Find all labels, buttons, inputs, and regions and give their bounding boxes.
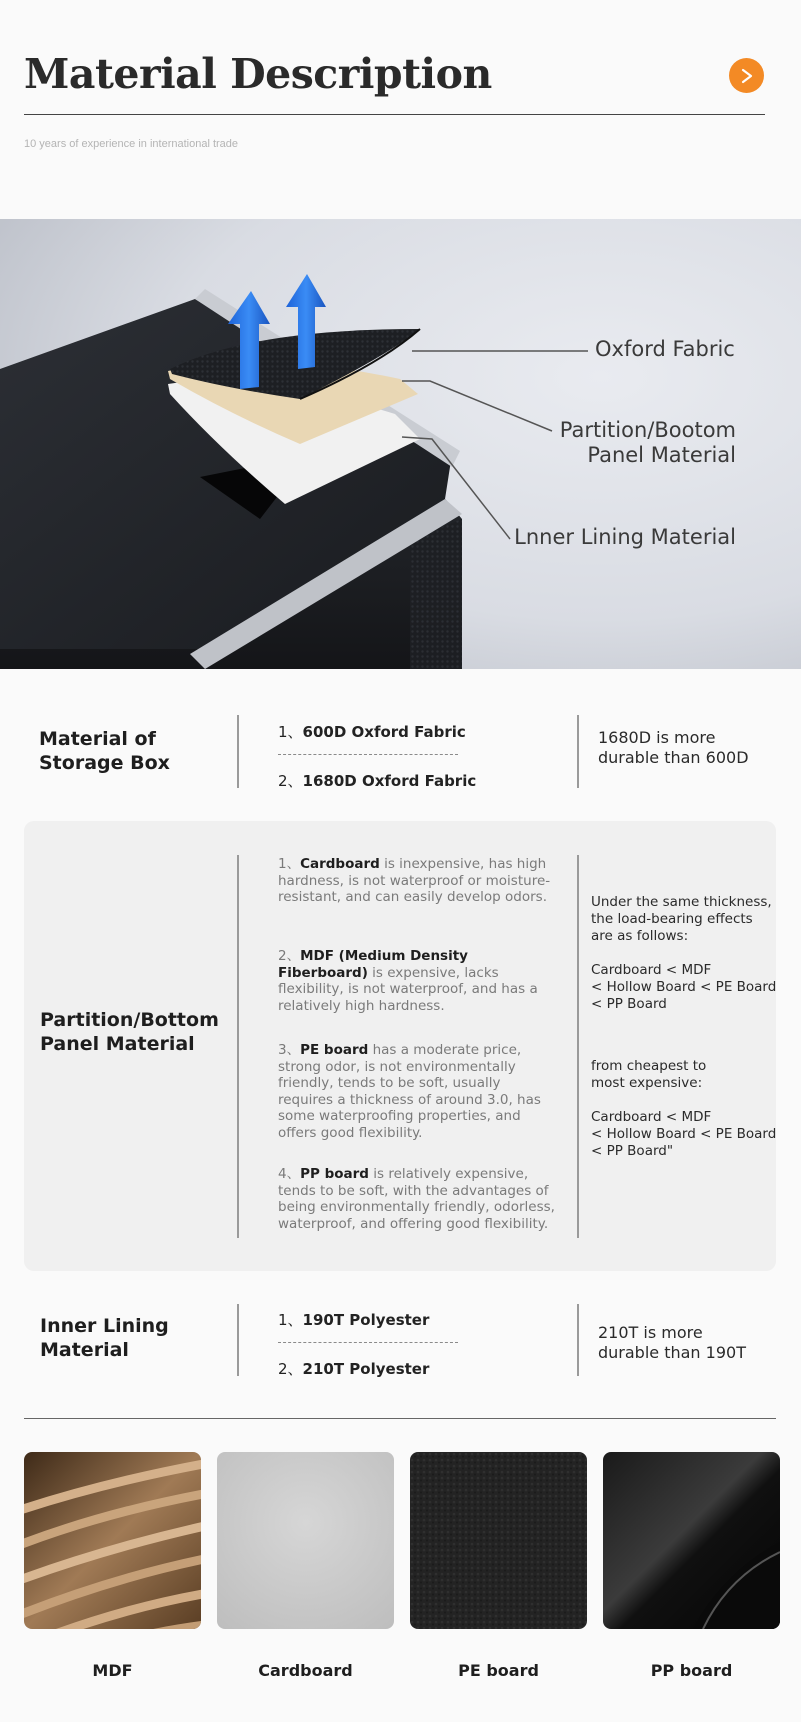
price-order: Cardboard < MDF < Hollow Board < PE Board < PP Board" <box>591 1109 777 1159</box>
dashed-separator <box>278 754 458 755</box>
partition-item-pp-board: 4、PP board is relatively expensive, tends to be soft, with the advantages of being environmentally friendly, odorless, waterproof, and offering good flexibility. <box>278 1166 555 1232</box>
load-bearing-order: Cardboard < MDF < Hollow Board < PE Board < PP Board <box>591 962 777 1012</box>
inner-lining-note-line2: durable than 190T <box>598 1343 746 1362</box>
mdf-texture <box>24 1452 201 1629</box>
storage-box-note-line2: durable than 600D <box>598 748 749 767</box>
pe-board-texture <box>410 1452 587 1629</box>
swatch-label-pe-board: PE board <box>458 1661 539 1680</box>
partition-label-line1: Partition/Bottom <box>40 1009 219 1031</box>
mdf-swatch <box>24 1452 201 1629</box>
inner-lining-option-1: 1、190T Polyester <box>278 1311 430 1329</box>
swatch-label-mdf: MDF <box>92 1661 133 1680</box>
page-subtitle: 10 years of experience in international trade <box>24 138 239 150</box>
page-title: Material Description <box>24 50 492 98</box>
partition-label-line2: Panel Material <box>40 1033 195 1055</box>
cardboard-swatch <box>217 1452 394 1629</box>
section-divider <box>24 1418 776 1419</box>
load-bearing-intro: Under the same thickness, the load-bearing effects are as follows: <box>591 894 772 944</box>
swatch-label-cardboard: Cardboard <box>258 1661 353 1680</box>
cardboard-texture <box>217 1452 394 1629</box>
callout-inner-lining: Lnner Lining Material <box>514 525 736 549</box>
material-layers-illustration <box>0 219 801 669</box>
callout-oxford-fabric: Oxford Fabric <box>595 337 735 361</box>
storage-box-option-1: 1、600D Oxford Fabric <box>278 723 466 741</box>
callout-partition-line2: Panel Material <box>587 443 736 467</box>
inner-lining-label-line2: Material <box>40 1339 129 1361</box>
column-divider <box>237 715 239 788</box>
callout-partition-line1: Partition/Bootom <box>559 418 736 442</box>
price-intro: from cheapest to most expensive: <box>591 1058 707 1091</box>
storage-box-note-line1: 1680D is more <box>598 728 716 747</box>
column-divider <box>237 1304 239 1376</box>
header-divider <box>24 114 765 115</box>
storage-box-label-line2: Storage Box <box>39 752 170 774</box>
column-divider <box>577 855 579 1238</box>
pp-board-texture <box>603 1452 780 1629</box>
inner-lining-label-line1: Inner Lining <box>40 1315 169 1337</box>
pe-board-swatch <box>410 1452 587 1629</box>
next-button[interactable] <box>729 58 764 93</box>
partition-item-cardboard: 1、Cardboard is inexpensive, has high hardness, is not waterproof or moisture-resistant, and can easily develop odors. <box>278 856 551 906</box>
column-divider <box>577 715 579 788</box>
inner-lining-option-2: 2、210T Polyester <box>278 1360 430 1378</box>
pp-board-swatch <box>603 1452 780 1629</box>
partition-item-pe-board: 3、PE board has a moderate price, strong odor, is not environmentally friendly, tends to be soft, usually requires a thickness of around 3.0, has some waterproofing properties, and offers good flexibility. <box>278 1042 541 1141</box>
storage-box-label-line1: Material of <box>39 728 156 750</box>
dashed-separator <box>278 1342 458 1343</box>
column-divider <box>577 1304 579 1376</box>
chevron-right-icon <box>740 68 754 84</box>
inner-lining-note-line1: 210T is more <box>598 1323 703 1342</box>
partition-item-mdf: 2、MDF (Medium Density Fiberboard) is expensive, lacks flexibility, is not waterproof, and has a relatively high hardness. <box>278 948 538 1014</box>
swatch-label-pp-board: PP board <box>650 1661 733 1680</box>
storage-box-option-2: 2、1680D Oxford Fabric <box>278 772 477 790</box>
column-divider <box>237 855 239 1238</box>
